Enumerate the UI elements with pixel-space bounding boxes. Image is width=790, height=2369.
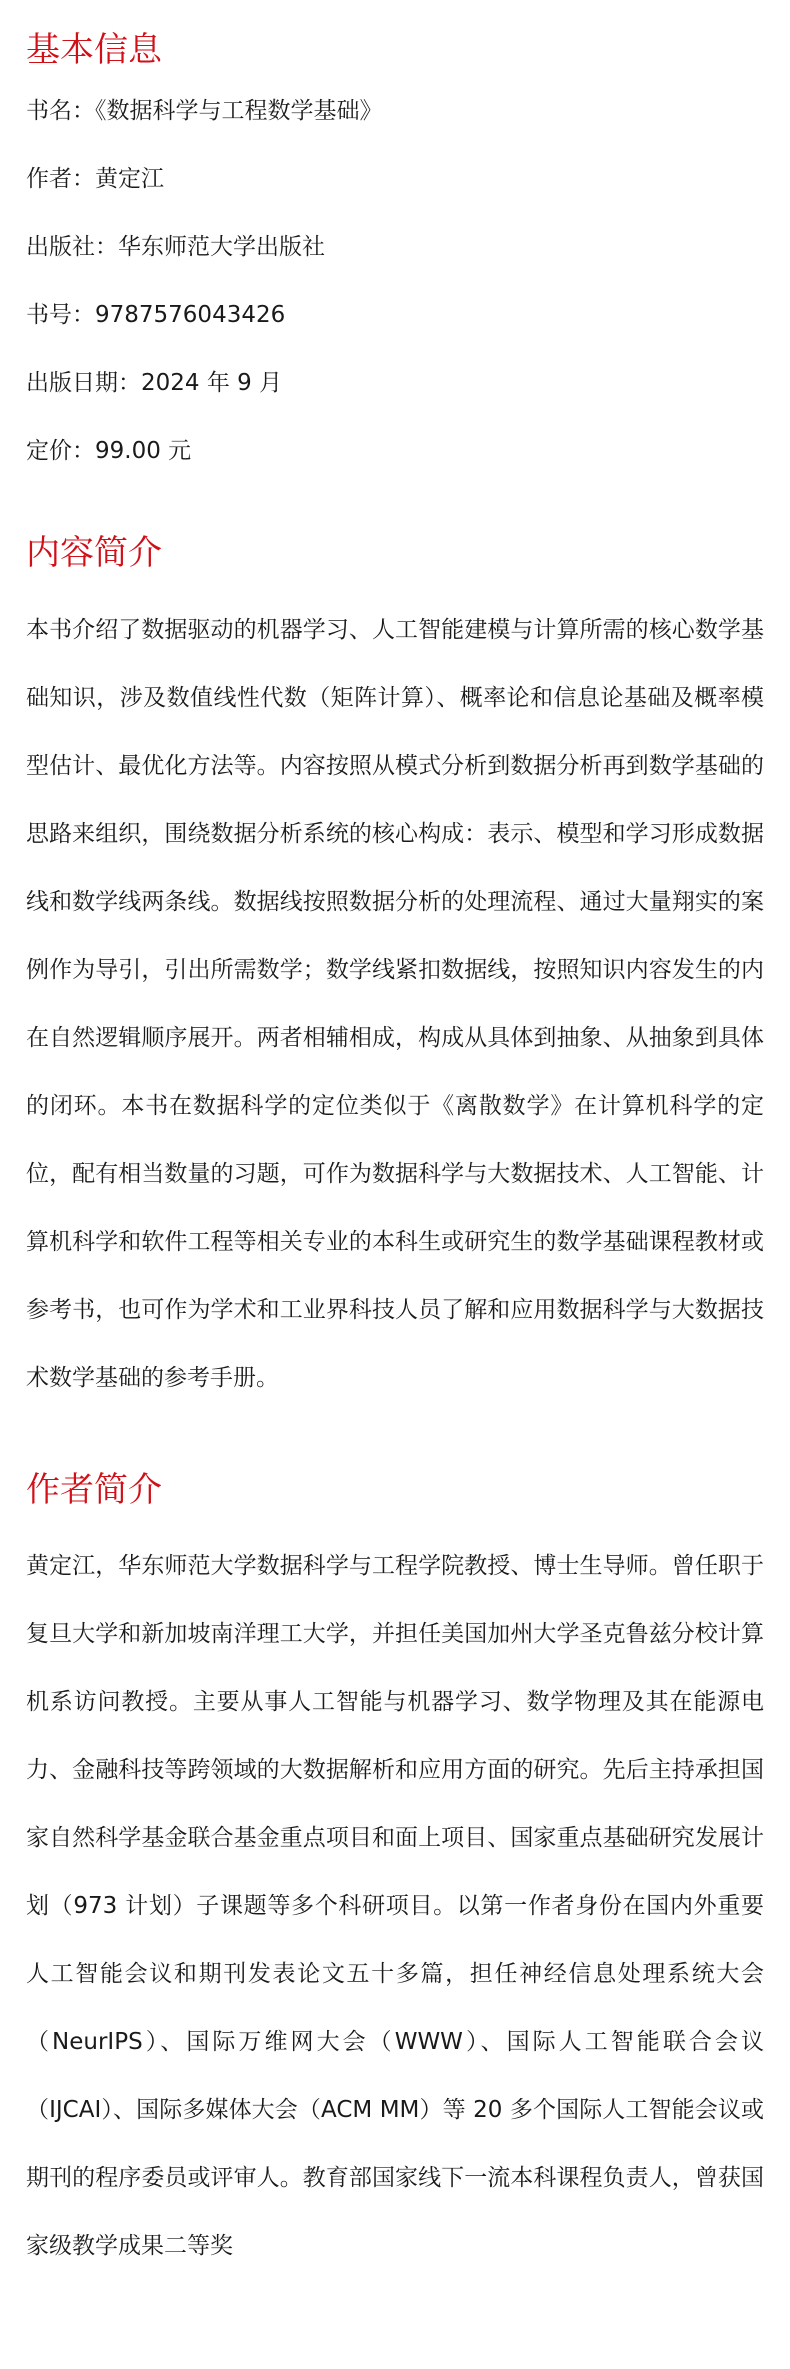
info-value: 《数据科学与工程数学基础》 [95,97,383,124]
content-intro-heading: 内容简介 [26,532,162,573]
info-line-publish-date [26,365,764,401]
info-line-book-title [26,93,764,129]
info-value: 9787576043426 [95,301,286,328]
content-intro-text: 本书介绍了数据驱动的机器学习、人工智能建模与计算所需的核心数学基础知识，涉及数值线性代数（矩阵计算）、概率论和信息论基础及概率模型估计、最优化方法等。内容按照从模式分析到数据分析再到数学基础的思路来组织，围绕数据分析系统的核心构成：表示、模型和学习形成数据线和数学线两条线。数据线按照数据分析的处理流程、通过大量翔实的案例作为导引，引出所需数学；数学线紧扣数据线，按照知识内容发生的内在自然逻辑顺序展开。两者相辅相成，构成从具体到抽象、从抽象到具体的闭环。本书在数据科学的定位类似于《离散数学》在计算机科学的定位，配有相当数量的习题，可作为数据科学与大数据技术、人工智能、计算机科学和软件工程等相关专业的本科生或研究生的数学基础课程教材或参考书，也可作为学术和工业界科技人员了解和应用数据科学与大数据技术数学基础的参考手册。 [26,616,764,1391]
info-value: 2024 年 9 月 [141,369,283,396]
info-label: 作者： [26,165,95,192]
info-label: 定价： [26,437,95,464]
info-line-publisher [26,229,764,265]
info-line-author [26,161,764,197]
info-label: 出版社： [26,233,118,260]
info-line-price [26,433,764,469]
basic-info-heading: 基本信息 [26,30,162,70]
info-label: 出版日期： [26,369,141,396]
info-value: 99.00 元 [95,437,192,464]
info-line-isbn [26,297,764,333]
info-value: 华东师范大学出版社 [118,233,325,260]
info-label: 书号： [26,301,95,328]
info-label: 书名： [26,97,95,124]
author-intro-text: 黄定江，华东师范大学数据科学与工程学院教授、博士生导师。曾任职于复旦大学和新加坡南洋理工大学，并担任美国加州大学圣克鲁兹分校计算机系访问教授。主要从事人工智能与机器学习、数学物理及其在能源电力、金融科技等跨领域的大数据解析和应用方面的研究。先后主持承担国家自然科学基金联合基金重点项目和面上项目、国家重点基础研究发展计划（973 计划）子课题等多个科研项目。以第一作者身份在国内外重要人工智能会议和期刊发表论文五十多篇，担任神经信息处理系统大会（NeurIPS）、国际万维网大会（WWW）、国际人工智能联合会议（IJCAI）、国际多媒体大会（ACM MM）等 20 多个国际人工智能会议或期刊的程序委员或评审人。教育部国家线下一流本科课程负责人，曾获国家级教学成果二等奖 [26,1553,764,2260]
author-intro-heading: 作者简介 [26,1469,162,1510]
info-value: 黄定江 [95,165,164,192]
